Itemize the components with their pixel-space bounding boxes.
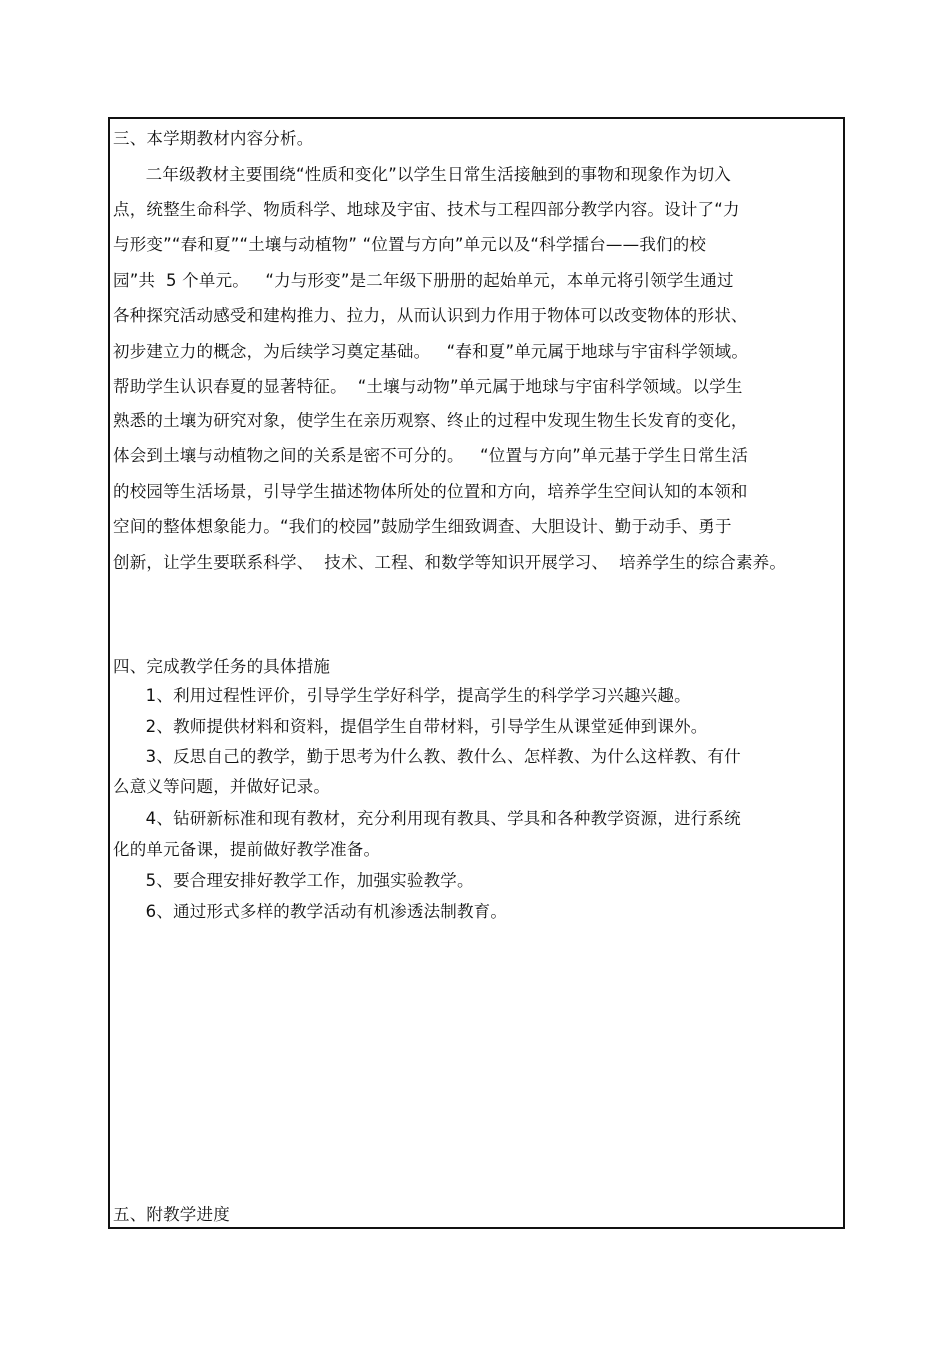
section-3-line: 二年级教材主要围绕“性质和变化”以学生日常生活接触到的事物和现象作为切入 — [113, 165, 731, 184]
section-4-line: 5、要合理安排好教学工作，加强实验教学。 — [113, 871, 474, 890]
section-4-line: 6、通过形式多样的教学活动有机渗透法制教育。 — [113, 902, 508, 921]
section-3-line: 初步建立力的概念，为后续学习奠定基础。 “春和夏”单元属于地球与宇宙科学领域。 — [113, 342, 749, 361]
section-3-line: 的校园等生活场景，引导学生描述物体所处的位置和方向，培养学生空间认知的本领和 — [113, 482, 748, 501]
section-4-line: 化的单元备课，提前做好教学准备。 — [113, 840, 381, 859]
section-4-line: 4、钻研新标准和现有教材，充分利用现有教具、学具和各种教学资源，进行系统 — [113, 809, 741, 828]
section-4-heading: 四、完成教学任务的具体措施 — [113, 657, 331, 676]
section-4-line: 1、利用过程性评价，引导学生学好科学，提高学生的科学学习兴趣兴趣。 — [113, 686, 691, 705]
section-3-line: 各种探究活动感受和建构推力、拉力，从而认识到力作用于物体可以改变物体的形状、 — [113, 306, 748, 325]
section-3-line: 与形变”“春和夏”“土壤与动植物” “位置与方向”单元以及“科学擂台——我们的校 — [113, 235, 707, 254]
section-4-line: 3、反思自己的教学，勤于思考为什么教、教什么、怎样教、为什么这样教、有什 — [113, 747, 741, 766]
section-3-line: 空间的整体想象能力。“我们的校园”鼓励学生细致调查、大胆设计、勤于动手、勇于 — [113, 517, 732, 536]
section-3-line: 点，统整生命科学、物质科学、地球及宇宙、技术与工程四部分教学内容。设计了“力 — [113, 200, 740, 219]
section-3-line: 熟悉的土壤为研究对象，使学生在亲历观察、终止的过程中发现生物生长发育的变化， — [113, 411, 748, 430]
section-3-heading: 三、本学期教材内容分析。 — [113, 129, 314, 148]
section-3-line: 帮助学生认识春夏的显著特征。 “土壤与动物”单元属于地球与宇宙科学领域。以学生 — [113, 377, 743, 396]
section-5-heading: 五、附教学进度 — [113, 1205, 230, 1224]
section-3-line: 体会到土壤与动植物之间的关系是密不可分的。 “位置与方向”单元基于学生日常生活 — [113, 446, 749, 465]
section-4-line: 么意义等问题，并做好记录。 — [113, 777, 331, 796]
section-3-line: 园”共 5 个单元。 “力与形变”是二年级下册册的起始单元，本单元将引领学生通过 — [113, 271, 734, 290]
section-4-line: 2、教师提供材料和资料，提倡学生自带材料，引导学生从课堂延伸到课外。 — [113, 717, 708, 736]
section-3-line: 创新，让学生要联系科学、 技术、工程、和数学等知识开展学习、 培养学生的综合素养。 — [113, 553, 787, 572]
